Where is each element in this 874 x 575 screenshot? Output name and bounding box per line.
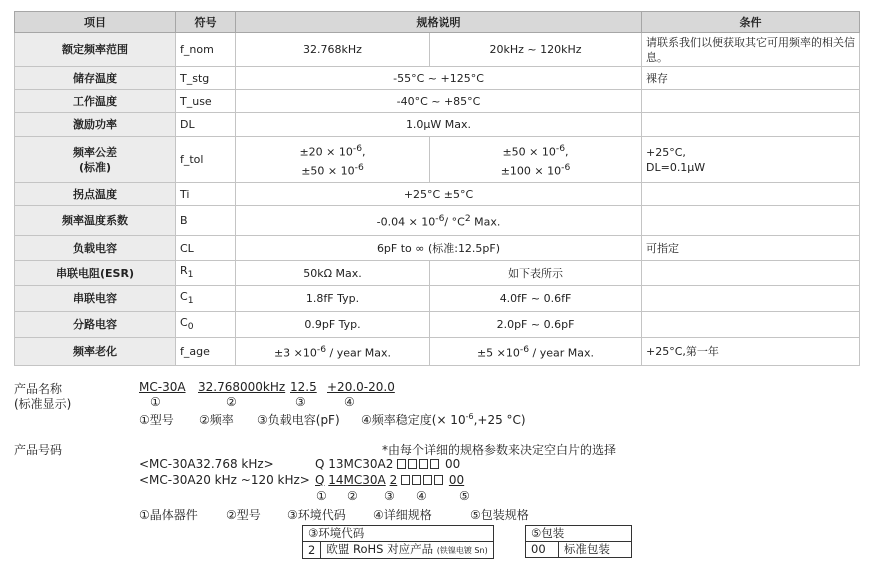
item-label (15, 137, 176, 183)
condition (642, 206, 860, 236)
spec-table (14, 11, 860, 366)
code-legend-1: ①晶体器件 (139, 508, 198, 522)
env-code-note: (铁镍电镀 Sn) (436, 546, 488, 555)
value: 1.0μW Max. (236, 113, 642, 137)
item-label-line2: (标准) (78, 160, 112, 174)
blank-box (412, 475, 421, 485)
row-turnover-temp (15, 183, 860, 206)
blank-box (419, 459, 428, 469)
item-label: 频率老化 (15, 338, 176, 366)
packing-desc: 标准包装 (558, 542, 631, 558)
symbol-text: C (180, 315, 188, 329)
row-aging (15, 338, 860, 366)
code-line2-label: <MC-30A20 kHz ~120 kHz> (139, 473, 310, 487)
header-item: 项目 (15, 12, 176, 33)
header-spec: 规格说明 (236, 12, 642, 33)
item-label: 额定频率范围 (15, 33, 176, 67)
env-code-table (302, 525, 494, 559)
item-label: 串联电阻(ESR) (15, 261, 176, 286)
code-marker-1: ① (316, 489, 327, 503)
symbol: f_age (176, 338, 236, 366)
product-name-marker-2: ② (226, 395, 237, 409)
symbol-subscript: 0 (187, 321, 194, 333)
code-line2-packing: 00 (448, 473, 465, 487)
row-shunt-capacitance (15, 312, 860, 338)
product-name-part-frequency: 32.768000kHz (198, 380, 286, 394)
value-a-line2: ±50 × 10 (301, 164, 355, 178)
code-marker-3: ③ (384, 489, 395, 503)
symbol: DL (176, 113, 236, 137)
blank-box (401, 475, 410, 485)
row-storage-temp (15, 67, 860, 90)
code-line1 (315, 457, 460, 471)
header-symbol: 符号 (176, 12, 236, 33)
code-legend-2: ②型号 (226, 508, 261, 522)
row-drive-level (15, 113, 860, 137)
exponent: -6 (561, 161, 571, 173)
row-nominal-frequency (15, 33, 860, 67)
value-text: ±5 ×10 (476, 346, 520, 360)
condition: +25°C,第一年 (642, 338, 860, 366)
symbol (176, 286, 236, 312)
row-frequency-tolerance (15, 137, 860, 183)
value-b: 4.0fF ~ 0.6fF (430, 286, 642, 312)
product-name-legend-b: ②频率 (199, 413, 234, 427)
product-name-part-stability: +20.0-20.0 (327, 380, 395, 394)
value: +25°C ±5°C (236, 183, 642, 206)
value: 6pF to ∞ (标准:12.5pF) (236, 236, 642, 261)
code-marker-4: ④ (416, 489, 427, 503)
condition (642, 183, 860, 206)
item-label: 分路电容 (15, 312, 176, 338)
separator: , (362, 145, 366, 159)
value-b (430, 338, 642, 366)
symbol: f_nom (176, 33, 236, 67)
value-unit: / °C (444, 215, 465, 229)
product-name-part-load: 12.5 (290, 380, 317, 394)
blank-box (434, 475, 443, 485)
value-a: 1.8fF Typ. (236, 286, 430, 312)
condition (642, 261, 860, 286)
env-code-value: 2 (303, 542, 321, 559)
value-suffix: Max. (470, 215, 501, 229)
symbol-text: C (180, 289, 188, 303)
condition (642, 286, 860, 312)
row-series-resistance (15, 261, 860, 286)
value-a-line1: ±20 × 10 (299, 145, 353, 159)
packing-code: 00 (526, 542, 559, 558)
exponent: -6 (352, 142, 363, 154)
product-name-legend-c: ③负载电容(pF) (257, 413, 340, 427)
condition (642, 137, 860, 183)
value-a (236, 338, 430, 366)
symbol-subscript: 1 (187, 295, 194, 307)
code-legend-3: ③环境代码 (287, 508, 346, 522)
header-condition: 条件 (642, 12, 860, 33)
value-b: 如下表所示 (430, 261, 642, 286)
value-a: 0.9pF Typ. (236, 312, 430, 338)
code-marker-2: ② (347, 489, 358, 503)
condition (642, 113, 860, 137)
row-operating-temp (15, 90, 860, 113)
value-a: 50kΩ Max. (236, 261, 430, 286)
item-label: 负载电容 (15, 236, 176, 261)
row-motional-capacitance (15, 286, 860, 312)
product-code-note: *由每个详细的规格参数来决定空白片的选择 (382, 443, 617, 457)
symbol: CL (176, 236, 236, 261)
symbol-subscript: 1 (187, 269, 194, 281)
product-name-marker-3: ③ (295, 395, 306, 409)
condition: 可指定 (642, 236, 860, 261)
item-label: 储存温度 (15, 67, 176, 90)
value-unit: / year Max. (529, 346, 595, 360)
item-label: 工作温度 (15, 90, 176, 113)
packing-header: ⑤包装 (526, 526, 632, 542)
code-line2-env: 2 (389, 473, 398, 487)
product-name-legend-a: ①型号 (139, 413, 174, 427)
product-code-label: 产品号码 (14, 443, 63, 457)
item-label: 激励功率 (15, 113, 176, 137)
symbol-text: R (180, 264, 188, 278)
row-temp-coefficient (15, 206, 860, 236)
condition: 请联系我们以便获取其它可用频率的相关信息。 (642, 33, 860, 67)
product-name-part-model: MC-30A (139, 380, 186, 394)
legend-d-end: ,+25 °C) (473, 413, 526, 427)
env-code-header: ③环境代码 (303, 526, 494, 542)
blank-box (408, 459, 417, 469)
value-text: -0.04 × 10 (376, 215, 436, 229)
product-name-marker-4: ④ (344, 395, 355, 409)
condition: 裸存 (642, 67, 860, 90)
value: -55°C ~ +125°C (236, 67, 642, 90)
legend-d-text: ④频率稳定度(× 10 (361, 413, 466, 427)
condition (642, 90, 860, 113)
row-load-capacitance (15, 236, 860, 261)
exponent: -6 (316, 344, 327, 356)
product-name-sublabel: (标准显示) (14, 397, 72, 411)
symbol: Ti (176, 183, 236, 206)
packing-table (525, 525, 632, 558)
condition-line2: DL=0.1μW (646, 160, 706, 174)
item-label: 频率温度系数 (15, 206, 176, 236)
code-line1-packing: 00 (445, 457, 461, 471)
legend-d-exponent: -6 (465, 412, 474, 421)
code-line1-label: <MC-30A32.768 kHz> (139, 457, 274, 471)
code-marker-5: ⑤ (459, 489, 470, 503)
symbol: f_tol (176, 137, 236, 183)
value-a (236, 137, 430, 183)
item-label: 拐点温度 (15, 183, 176, 206)
code-line1-code: Q 13MC30A2 (315, 457, 394, 471)
value: -40°C ~ +85°C (236, 90, 642, 113)
value-b-line2: ±100 × 10 (500, 164, 562, 178)
value (236, 206, 642, 236)
symbol: B (176, 206, 236, 236)
value-b (430, 137, 642, 183)
exponent: 2 (464, 213, 471, 225)
spec-header-row (15, 12, 860, 33)
code-legend-5: ⑤包装规格 (470, 508, 529, 522)
value-a: 32.768kHz (236, 33, 430, 67)
symbol (176, 312, 236, 338)
value-b-line1: ±50 × 10 (502, 145, 556, 159)
code-line2 (315, 473, 464, 487)
product-name-marker-1: ① (150, 395, 161, 409)
blank-box (430, 459, 439, 469)
code-legend-4: ④详细规格 (373, 508, 432, 522)
symbol (176, 261, 236, 286)
exponent: -6 (555, 142, 566, 154)
value-text: ±3 ×10 (273, 346, 317, 360)
exponent: -6 (354, 161, 364, 173)
item-label-line1: 频率公差 (73, 145, 117, 159)
product-name-label: 产品名称 (14, 382, 63, 396)
env-code-desc-cell (321, 542, 493, 559)
exponent: -6 (519, 344, 530, 356)
blank-box (397, 459, 406, 469)
exponent: -6 (435, 213, 445, 225)
value-unit: / year Max. (326, 346, 392, 360)
code-line2-device: Q (315, 473, 325, 487)
blank-box (423, 475, 432, 485)
value-b: 20kHz ~ 120kHz (430, 33, 642, 67)
item-label: 串联电容 (15, 286, 176, 312)
product-name-legend-d (361, 411, 526, 428)
condition-line1: +25°C, (646, 145, 686, 159)
condition (642, 312, 860, 338)
code-line2-model: 14MC30A (328, 473, 386, 487)
symbol: T_stg (176, 67, 236, 90)
value-b: 2.0pF ~ 0.6pF (430, 312, 642, 338)
symbol: T_use (176, 90, 236, 113)
separator: , (565, 145, 569, 159)
env-code-desc: 欧盟 RoHS 对应产品 (326, 542, 434, 556)
